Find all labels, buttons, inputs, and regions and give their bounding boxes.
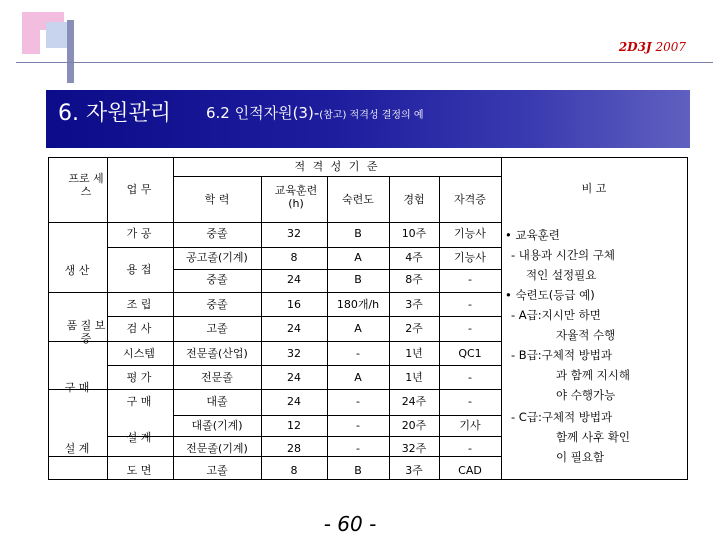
cell-certificate: - (468, 395, 472, 408)
cell-skill: B (354, 227, 362, 240)
header-rule (16, 62, 713, 63)
section-title: 6. 자원관리 (58, 101, 171, 126)
task-drawing: 도 면 (126, 464, 152, 477)
cell-education: 대졸(기계) (191, 419, 243, 432)
cell-training: 24 (287, 395, 301, 408)
remark-line: 함께 사후 확인 (556, 430, 630, 444)
task-purchase: 구 매 (126, 395, 152, 408)
education-header: 학 력 (204, 193, 230, 206)
cell-experience: 4주 (405, 251, 423, 264)
cell-education: 중졸 (206, 227, 228, 240)
cell-training: 24 (287, 371, 301, 384)
cell-education: 중졸 (206, 273, 228, 286)
cell-training: 12 (287, 419, 301, 432)
cell-education: 공고졸(기계) (186, 251, 248, 264)
cell-training: 24 (287, 273, 301, 286)
process-purchasing: 구 매 (64, 381, 90, 394)
cell-education: 전문졸 (201, 371, 233, 384)
remark-line: - 내용과 시간의 구체 (511, 248, 615, 262)
cell-skill: - (356, 347, 360, 360)
page-number: - 60 - (323, 512, 377, 536)
cell-certificate: QC1 (458, 347, 482, 360)
process-quality: 품 질 보 증 (66, 319, 106, 346)
cell-certificate: - (468, 371, 472, 384)
cell-education: 고졸 (206, 464, 228, 477)
task-header: 업 무 (126, 183, 152, 196)
cell-certificate: 기사 (459, 419, 481, 432)
cell-experience: 8주 (405, 273, 423, 286)
cell-experience: 24주 (401, 395, 427, 408)
remark-line: 과 함께 지시해 (556, 368, 630, 382)
cell-skill: - (356, 395, 360, 408)
certificate-header: 자격증 (454, 193, 486, 206)
cell-certificate: CAD (458, 464, 482, 477)
cell-skill: B (354, 273, 362, 286)
cell-education: 전문졸(기계) (186, 442, 248, 455)
cell-certificate: - (468, 298, 472, 311)
remark-line: - B급:구체적 방법과 (511, 348, 612, 362)
cell-skill: A (354, 371, 362, 384)
cell-skill: 180개/h (336, 298, 380, 311)
cell-skill: A (354, 322, 362, 335)
cell-experience: 1년 (405, 347, 423, 360)
cell-training: 28 (287, 442, 301, 455)
cell-experience: 32주 (401, 442, 427, 455)
cell-skill: A (354, 251, 362, 264)
remark-line: - A급:지시만 하면 (511, 308, 601, 322)
cell-training: 32 (287, 227, 301, 240)
remark-line: 야 수행가능 (556, 388, 616, 402)
remark-line: • 교육훈련 (505, 228, 560, 242)
brand-label: 2D3J 2007 (618, 40, 686, 54)
experience-header: 경험 (403, 193, 425, 206)
task-assembly: 조 립 (126, 298, 152, 311)
cell-experience: 2주 (405, 322, 423, 335)
cell-training: 8 (290, 251, 298, 264)
cell-skill: B (354, 464, 362, 477)
process-header: 프로 세스 (68, 172, 104, 199)
cell-education: 전문졸(산업) (186, 347, 248, 360)
cell-experience: 3주 (405, 464, 423, 477)
cell-certificate: - (468, 273, 472, 286)
cell-experience: 20주 (401, 419, 427, 432)
task-welding: 용 접 (126, 263, 152, 276)
cell-training: 8 (290, 464, 298, 477)
cell-certificate: - (468, 322, 472, 335)
cell-training: 32 (287, 347, 301, 360)
remark-line: - C급:구체적 방법과 (511, 410, 613, 424)
remark-line: 적인 설정필요 (526, 268, 597, 282)
skill-header: 숙련도 (342, 193, 374, 206)
cell-experience: 1년 (405, 371, 423, 384)
task-evaluation: 평 가 (126, 371, 152, 384)
cell-education: 대졸 (206, 395, 228, 408)
cell-certificate: 기능사 (454, 251, 486, 264)
cell-experience: 10주 (401, 227, 427, 240)
remark-line: 이 필요함 (556, 450, 605, 464)
task-inspection: 검 사 (126, 322, 152, 335)
task-design: 설 계 (126, 431, 152, 444)
remark-line: 자율적 수행 (556, 328, 616, 342)
task-system: 시스템 (123, 347, 155, 360)
cell-experience: 3주 (405, 298, 423, 311)
cell-training: 16 (287, 298, 301, 311)
criteria-group-header: 적 격 성 기 준 (294, 160, 380, 173)
cell-training: 24 (287, 322, 301, 335)
decor-vertical-bar (67, 20, 74, 83)
process-design: 설 계 (64, 442, 90, 455)
subsection-title: 6.2 인적자원(3)-(참고) 적격성 결정의 예 (206, 104, 424, 122)
cell-certificate: - (468, 442, 472, 455)
training-header: 교육훈련(h) (274, 184, 318, 211)
cell-education: 고졸 (206, 322, 228, 335)
cell-certificate: 기능사 (454, 227, 486, 240)
cell-skill: - (356, 419, 360, 432)
cell-education: 중졸 (206, 298, 228, 311)
remark-line: • 숙련도(등급 예) (505, 288, 595, 302)
task-processing: 가 공 (126, 227, 152, 240)
remarks-header: 비 고 (581, 182, 607, 195)
cell-skill: - (356, 442, 360, 455)
process-production: 생 산 (64, 264, 90, 277)
